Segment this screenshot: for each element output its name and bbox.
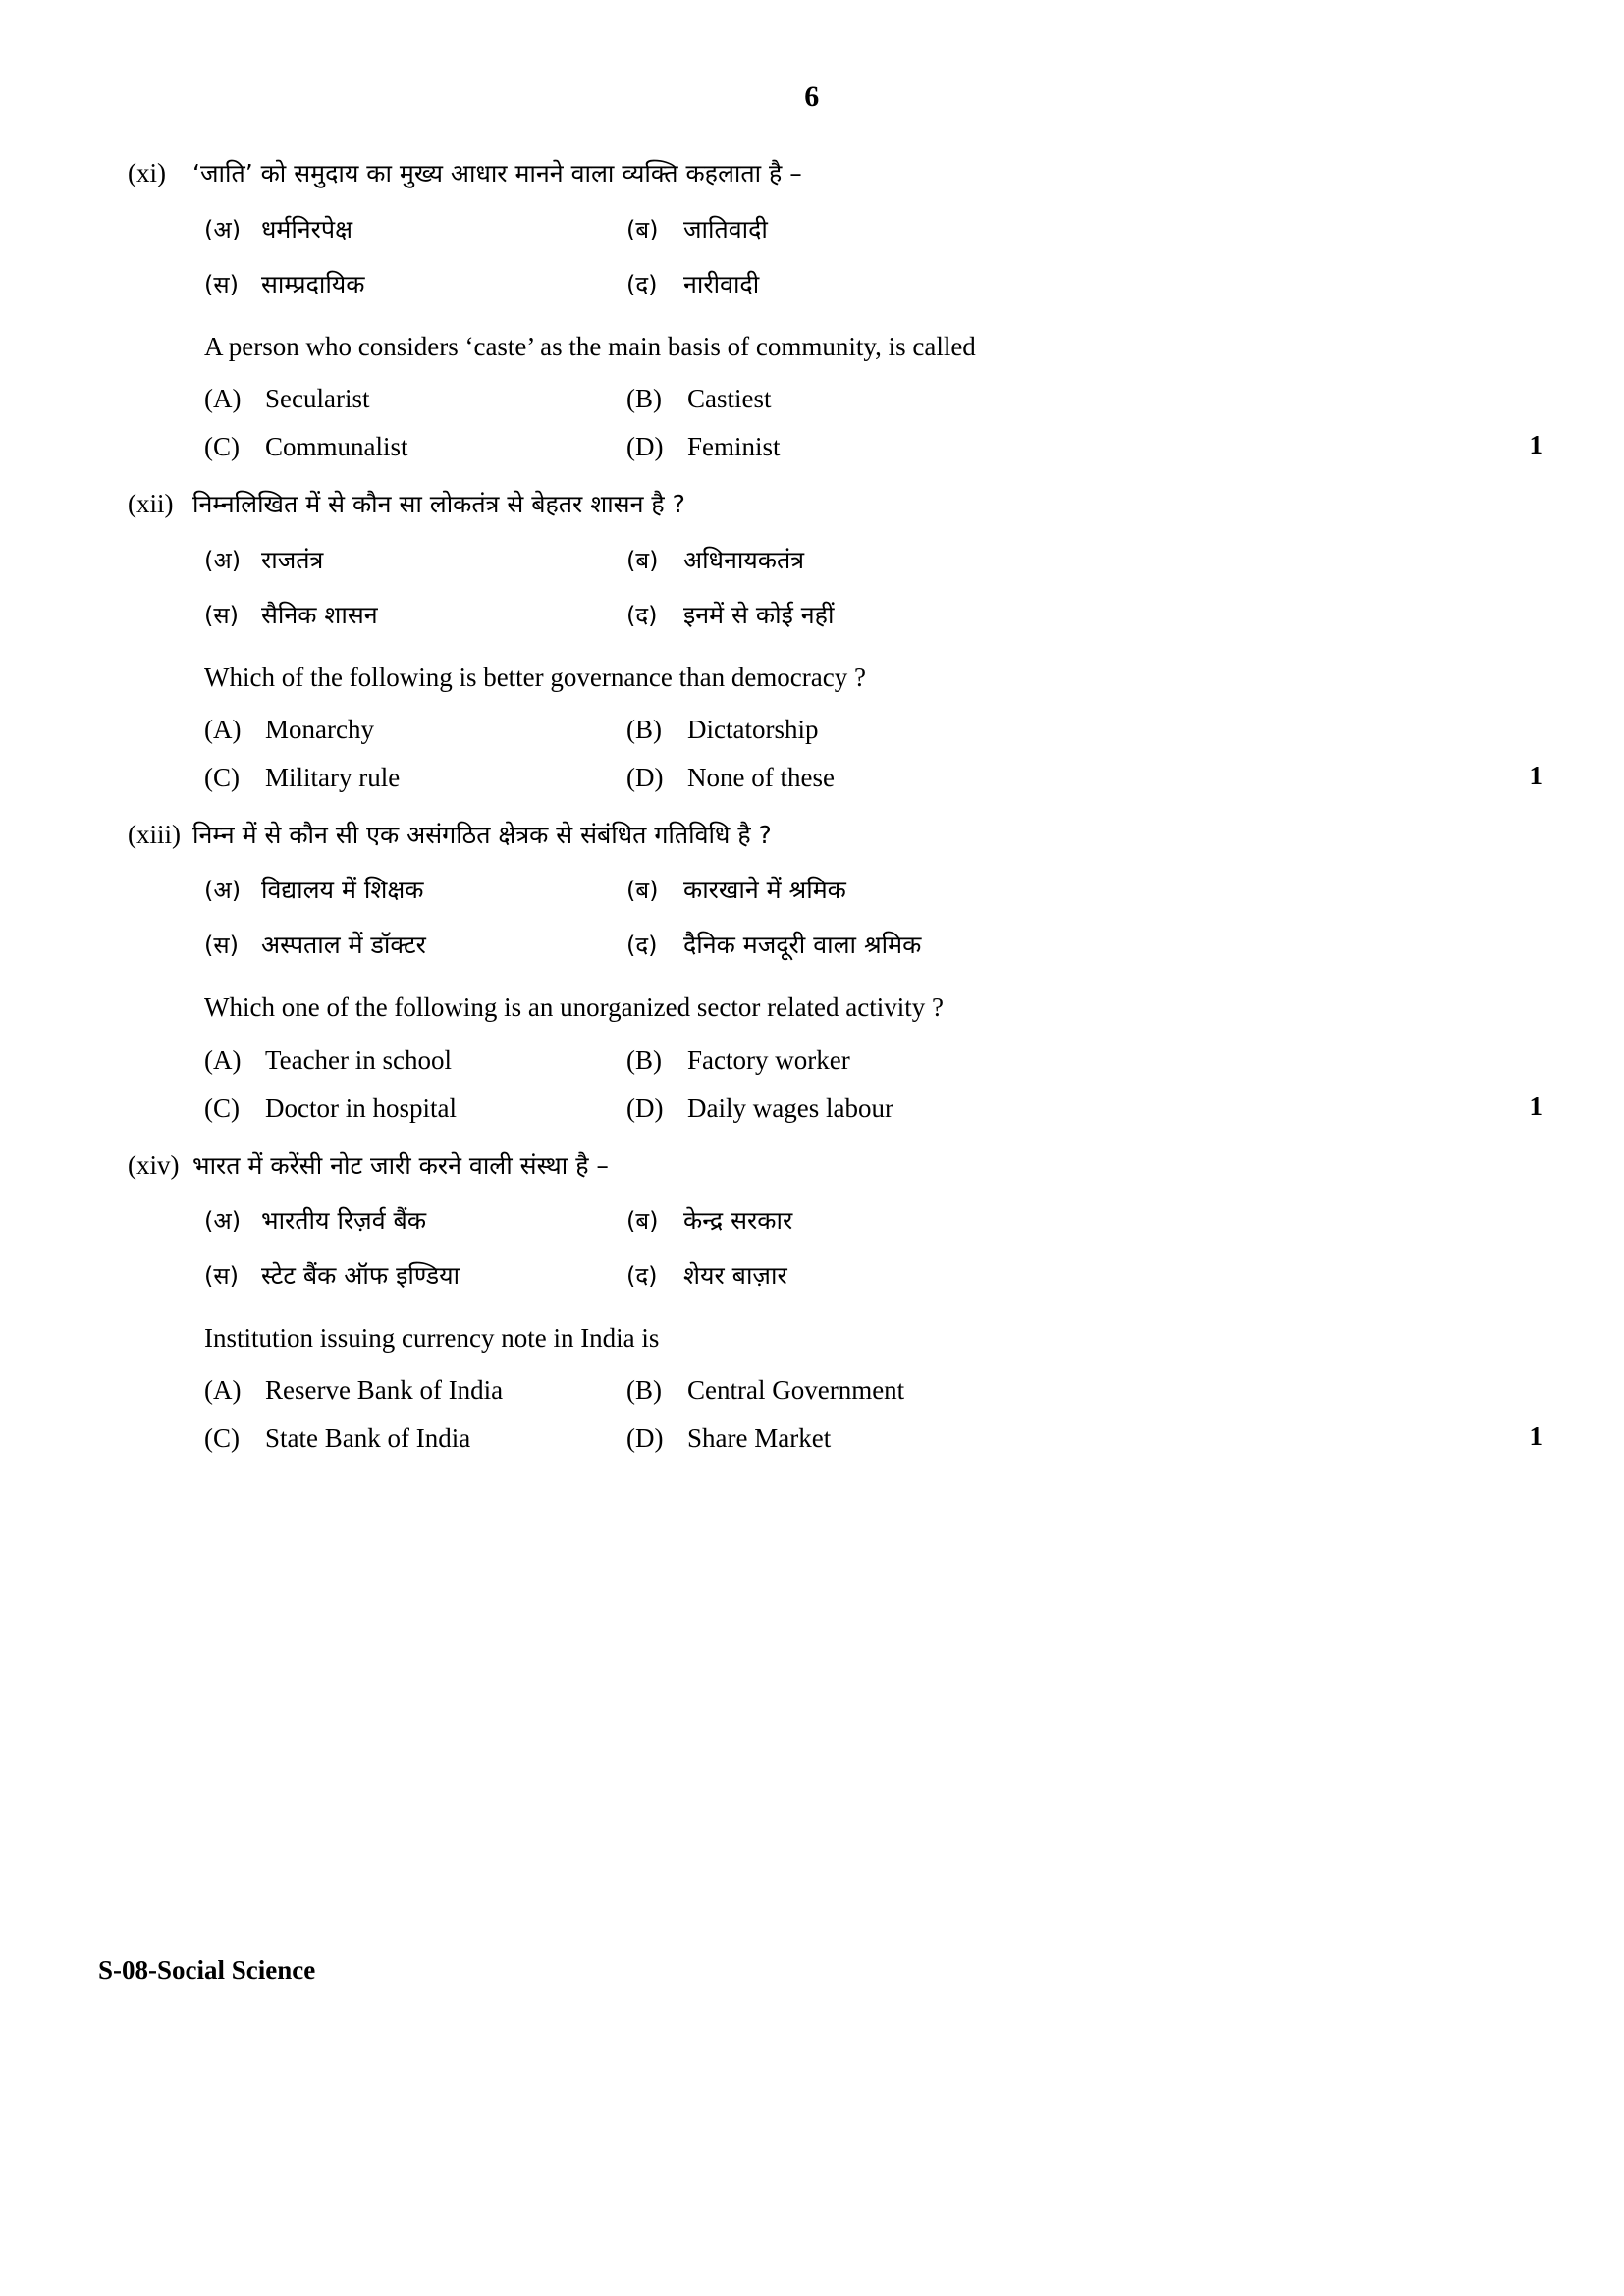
marks-value: 1: [1529, 1091, 1543, 1121]
option-A-english[interactable]: [204, 1375, 626, 1406]
option-text: Share Market: [687, 1423, 832, 1454]
question-xiii: [128, 819, 1543, 1124]
english-options: [128, 714, 1543, 793]
option-text: Reserve Bank of India: [265, 1375, 504, 1406]
option-b-hindi[interactable]: [626, 873, 846, 906]
option-row: [204, 928, 1521, 961]
option-label: (C): [204, 762, 240, 792]
question-heading: [128, 157, 1521, 190]
hindi-options: [128, 543, 1521, 631]
option-row: [204, 1091, 1543, 1124]
option-text: Daily wages labour: [687, 1093, 893, 1123]
option-C-english[interactable]: [204, 432, 626, 462]
option-label: (स): [204, 1262, 239, 1291]
option-label: (ब): [626, 215, 659, 243]
page-number: 6: [804, 80, 820, 113]
option-label: (A): [204, 714, 242, 744]
option-c-hindi[interactable]: [204, 267, 626, 300]
hindi-options: [128, 212, 1521, 300]
option-A-english[interactable]: [204, 384, 626, 414]
option-text: जातिवादी: [683, 214, 768, 243]
option-label: (अ): [204, 546, 242, 574]
option-D-english[interactable]: [626, 763, 835, 793]
option-row: [204, 715, 1521, 745]
option-text: अस्पताल में डॉक्टर: [261, 931, 426, 960]
option-a-hindi[interactable]: [204, 212, 626, 245]
option-text: केन्द्र सरकार: [683, 1206, 793, 1236]
option-B-english[interactable]: [626, 1045, 850, 1076]
question-xi: [128, 157, 1543, 462]
option-C-english[interactable]: [204, 1094, 626, 1124]
option-label: (B): [626, 383, 662, 413]
question-text-hindi: भारत में करेंसी नोट जारी करने वाली संस्था है –: [192, 1150, 609, 1180]
question-number: (xiii): [128, 819, 181, 849]
option-label: (अ): [204, 877, 242, 905]
option-A-english[interactable]: [204, 715, 626, 745]
marks-value: 1: [1529, 760, 1543, 790]
option-D-english[interactable]: [626, 1094, 893, 1124]
option-a-hindi[interactable]: [204, 1203, 626, 1237]
option-label: (द): [626, 601, 658, 629]
question-text-hindi: निम्न में से कौन सी एक असंगठित क्षेत्रक से संबंधित गतिविधि है ?: [192, 820, 772, 849]
option-label: (C): [204, 431, 240, 461]
option-row: [204, 267, 1521, 300]
question-heading: [128, 819, 1521, 852]
option-row: [204, 1203, 1521, 1237]
option-label: (C): [204, 1093, 240, 1123]
option-label: (D): [626, 431, 664, 461]
option-label: (A): [204, 383, 242, 413]
option-label: (द): [626, 270, 658, 298]
hindi-options: [128, 873, 1521, 961]
option-row: [204, 429, 1543, 462]
option-text: इनमें से कोई नहीं: [683, 600, 835, 629]
question-heading: [128, 488, 1521, 521]
option-text: State Bank of India: [265, 1423, 471, 1454]
option-a-hindi[interactable]: [204, 873, 626, 906]
option-text: धर्मनिरपेक्ष: [261, 214, 353, 243]
option-text: नारीवादी: [683, 269, 760, 298]
question-number: (xi): [128, 158, 166, 187]
question-text-english: A person who considers ‘caste’ as the main basis of community, is called: [204, 331, 976, 361]
option-label: (द): [626, 1262, 658, 1291]
option-text: कारखाने में श्रमिक: [683, 876, 846, 905]
english-options: [128, 383, 1543, 462]
option-text: शेयर बाज़ार: [683, 1261, 787, 1291]
option-d-hindi[interactable]: [626, 598, 834, 631]
option-label: (स): [204, 932, 239, 960]
option-row: [204, 384, 1521, 414]
option-row: [204, 1258, 1521, 1292]
option-B-english[interactable]: [626, 715, 818, 745]
option-text: Dictatorship: [687, 714, 819, 744]
option-text: Doctor in hospital: [265, 1093, 457, 1123]
option-text: Teacher in school: [265, 1044, 453, 1075]
option-text: Factory worker: [687, 1044, 850, 1075]
question-text-hindi: ‘जाति’ को समुदाय का मुख्य आधार मानने वाला व्यक्ति कहलाता है –: [192, 159, 802, 187]
option-text: Secularist: [265, 383, 370, 413]
option-row: [204, 1045, 1521, 1076]
option-text: सैनिक शासन: [261, 600, 378, 629]
option-d-hindi[interactable]: [626, 928, 921, 961]
question-text-english: Institution issuing currency note in India is: [204, 1323, 660, 1354]
option-B-english[interactable]: [626, 1375, 904, 1406]
option-label: (D): [626, 762, 664, 792]
option-label: (C): [204, 1423, 240, 1454]
option-row: [204, 543, 1521, 576]
question-xiv: [128, 1149, 1543, 1455]
option-label: (ब): [626, 546, 659, 574]
option-A-english[interactable]: [204, 1045, 626, 1076]
option-b-hindi[interactable]: [626, 1203, 792, 1237]
option-label: (ब): [626, 877, 659, 905]
option-text: स्टेट बैंक ऑफ इण्डिया: [261, 1261, 460, 1291]
option-row: [204, 598, 1521, 631]
option-text: भारतीय रिज़र्व बैंक: [261, 1206, 427, 1236]
option-label: (अ): [204, 1207, 242, 1236]
option-text: दैनिक मजदूरी वाला श्रमिक: [683, 931, 922, 960]
option-text: Communalist: [265, 431, 408, 461]
question-heading: [128, 1149, 1521, 1183]
option-label: (B): [626, 1375, 662, 1406]
option-C-english[interactable]: [204, 763, 626, 793]
option-text: Feminist: [687, 431, 781, 461]
option-label: (A): [204, 1375, 242, 1406]
option-text: Central Government: [687, 1375, 905, 1406]
option-B-english[interactable]: [626, 384, 772, 414]
question-number: (xii): [128, 488, 174, 518]
option-b-hindi[interactable]: [626, 543, 804, 576]
option-text: Castiest: [687, 383, 772, 413]
option-label: (B): [626, 1044, 662, 1075]
option-row: [204, 212, 1521, 245]
option-row: [204, 873, 1521, 906]
question-text-english: Which of the following is better governance than democracy ?: [204, 662, 866, 692]
marks-value: 1: [1529, 429, 1543, 459]
option-text: None of these: [687, 762, 835, 792]
questions-container: [0, 114, 1624, 1454]
option-row: [204, 1375, 1521, 1406]
option-label: (A): [204, 1044, 242, 1075]
page-footer-code: S-08-Social Science: [98, 1955, 316, 1985]
option-text: विद्यालय में शिक्षक: [261, 876, 424, 905]
option-text: Military rule: [265, 762, 401, 792]
option-label: (स): [204, 601, 239, 629]
option-row: [204, 1421, 1543, 1454]
option-a-hindi[interactable]: [204, 543, 626, 576]
question-number: (xiv): [128, 1149, 180, 1180]
option-label: (D): [626, 1423, 664, 1454]
option-label: (अ): [204, 215, 242, 243]
option-C-english[interactable]: [204, 1423, 626, 1454]
option-c-hindi[interactable]: [204, 928, 626, 961]
marks-value: 1: [1529, 1421, 1543, 1452]
option-row: [204, 760, 1543, 793]
option-text: Monarchy: [265, 714, 374, 744]
option-text: अधिनायकतंत्र: [683, 545, 805, 574]
option-label: (D): [626, 1093, 664, 1123]
question-xii: [128, 488, 1543, 793]
option-D-english[interactable]: [626, 432, 781, 462]
option-d-hindi[interactable]: [626, 1258, 787, 1292]
question-text-english: Which one of the following is an unorganized sector related activity ?: [204, 992, 944, 1023]
option-c-hindi[interactable]: [204, 1258, 626, 1292]
option-label: (द): [626, 932, 658, 960]
english-options: [128, 1044, 1543, 1124]
option-D-english[interactable]: [626, 1423, 831, 1454]
hindi-options: [128, 1203, 1521, 1292]
option-label: (B): [626, 714, 662, 744]
option-d-hindi[interactable]: [626, 267, 759, 300]
option-label: (स): [204, 270, 239, 298]
option-label: (ब): [626, 1207, 659, 1236]
question-text-hindi: निम्नलिखित में से कौन सा लोकतंत्र से बेहतर शासन है ?: [192, 489, 685, 518]
option-text: साम्प्रदायिक: [261, 269, 365, 298]
option-c-hindi[interactable]: [204, 598, 626, 631]
option-b-hindi[interactable]: [626, 212, 768, 245]
english-options: [128, 1375, 1543, 1454]
option-text: राजतंत्र: [261, 545, 324, 574]
